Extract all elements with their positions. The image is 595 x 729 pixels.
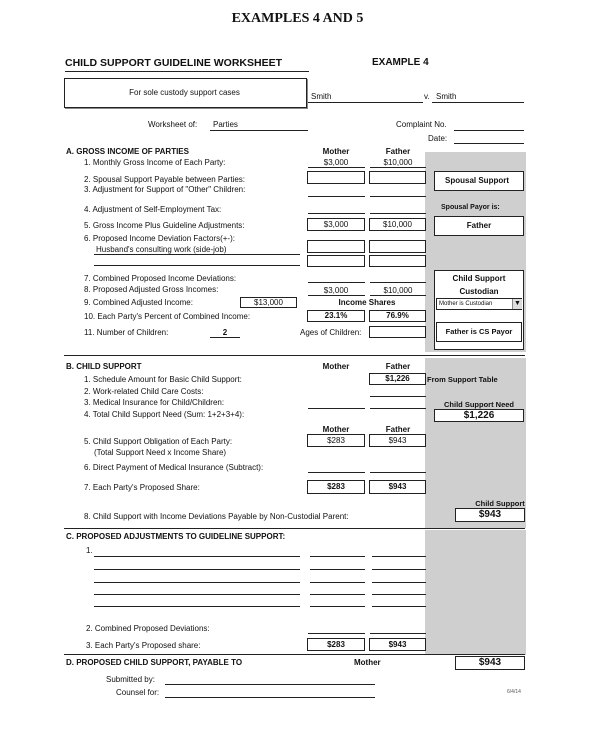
spousal-payor-label: Spousal Payor is:: [441, 204, 500, 211]
section-a-divider: [64, 355, 525, 356]
spousal-support-box: Spousal Support: [434, 171, 524, 191]
sole-custody-label: For sole custody support cases: [129, 88, 240, 97]
a-line6-detail-line: [94, 254, 300, 255]
a-line2-father-input[interactable]: [369, 171, 426, 184]
c-row5-text: [94, 606, 300, 607]
worksheet-title: CHILD SUPPORT GUIDELINE WORKSHEET: [65, 57, 283, 69]
a-line4-mother-line: [308, 213, 365, 214]
a-line8-father-line: [370, 295, 426, 296]
b-line4-label: 4. Total Child Support Need (Sum: 1+2+3+4):: [84, 410, 245, 419]
section-a-title: A. GROSS INCOME OF PARTIES: [66, 147, 189, 156]
a-line8-mother: $3,000: [323, 286, 349, 295]
col-father-b2: Father: [385, 425, 411, 434]
a-line11-value: 2: [222, 328, 228, 337]
c-line2-father-line: [370, 633, 426, 634]
b-line3-mother-line: [308, 408, 365, 409]
c-row2-mother: [310, 569, 365, 570]
a-line6-label: 6. Proposed Income Deviation Factors(+-):: [84, 234, 235, 243]
chevron-down-icon[interactable]: ▼: [512, 299, 522, 309]
a-line7-label: 7. Combined Proposed Income Deviations:: [84, 274, 237, 283]
a-line8-mother-line: [308, 295, 365, 296]
a-line2-label: 2. Spousal Support Payable between Parties:: [84, 175, 245, 184]
b-line5-sub: (Total Support Need x Income Share): [94, 448, 227, 457]
a-line3-label: 3. Adjustment for Support of "Other" Children:: [84, 185, 246, 194]
worksheet-of-value: Parties: [213, 120, 238, 129]
col-father-b: Father: [385, 362, 411, 371]
cs-value: $943: [455, 508, 525, 522]
c-row2-text: [94, 569, 300, 570]
a-line11-line: [210, 337, 240, 338]
footer-code: 6/4/14: [507, 689, 521, 695]
b-line6-mother-line: [308, 472, 365, 473]
cs-need-value: $1,226: [434, 409, 524, 422]
v-label: v.: [424, 92, 430, 101]
b-line3-father-line: [370, 408, 426, 409]
c-line2-label: 2. Combined Proposed Deviations:: [86, 624, 210, 633]
b-line1-father: $1,226: [369, 373, 426, 385]
custodian-select[interactable]: [436, 298, 522, 310]
cs-need-label: Child Support Need: [444, 400, 514, 409]
c-row1-text: [94, 556, 300, 557]
a-line8-father: $10,000: [383, 286, 413, 295]
a-line7-father-line: [370, 282, 426, 283]
a-line5-label: 5. Gross Income Plus Guideline Adjustments:: [84, 221, 245, 230]
c-row1-father: [372, 556, 426, 557]
section-d-value: $943: [455, 656, 525, 670]
income-shares-label: Income Shares: [338, 298, 396, 307]
complaint-label: Complaint No.: [396, 120, 447, 129]
section-c-divider: [64, 654, 525, 655]
a-line1-mother-line: [308, 167, 365, 168]
a-line10-label: 10. Each Party's Percent of Combined Income:: [84, 312, 251, 321]
cs-label: Child Support: [475, 499, 525, 508]
b-line2-father-line: [370, 396, 426, 397]
cs-custodian-title2: Custodian: [459, 287, 499, 296]
c-row4-father: [372, 594, 426, 595]
c-row4-text: [94, 594, 300, 595]
plaintiff-line: [308, 102, 423, 103]
section-c-grey-panel: [425, 530, 526, 655]
section-d-title: D. PROPOSED CHILD SUPPORT, PAYABLE TO: [66, 658, 243, 667]
a-line6-mother-input[interactable]: [307, 240, 365, 253]
b-line5-father: $943: [369, 434, 426, 447]
a-line8-label: 8. Proposed Adjusted Gross Incomes:: [84, 285, 219, 294]
b-line1-label: 1. Schedule Amount for Basic Child Support:: [84, 375, 242, 384]
b-line2-label: 2. Work-related Child Care Costs:: [84, 387, 204, 396]
b-line5-label: 5. Child Support Obligation of Each Party:: [84, 437, 233, 446]
c-line3-mother: $283: [307, 638, 365, 651]
c-line3-label: 3. Each Party's Proposed share:: [86, 641, 201, 650]
b-line8-label: 8. Child Support with Income Deviations Payable by Non-Custodial Parent:: [84, 512, 349, 521]
a-line7-mother-line: [308, 282, 365, 283]
c-line3-father: $943: [369, 638, 426, 651]
c-row3-mother: [310, 582, 365, 583]
worksheet-of-line: [210, 130, 308, 131]
a-line5-mother: $3,000: [307, 218, 365, 231]
submitted-by-label: Submitted by:: [106, 675, 155, 684]
title-underline: [65, 71, 309, 72]
section-c-title: C. PROPOSED ADJUSTMENTS TO GUIDELINE SUPPORT:: [66, 532, 286, 541]
c-row5-father: [372, 606, 426, 607]
cs-custodian-title1: Child Support: [452, 274, 506, 283]
worksheet-of-label: Worksheet of:: [148, 120, 198, 129]
col-mother-b2: Mother: [322, 425, 350, 434]
c-row1-mother: [310, 556, 365, 557]
a-line6b-mother-input[interactable]: [307, 255, 365, 267]
cs-payor-box: Father is CS Payor: [436, 322, 522, 342]
a-line9-label: 9. Combined Adjusted Income:: [84, 298, 193, 307]
date-line: [454, 143, 524, 144]
counsel-for-line: [165, 697, 375, 698]
examples-title: EXAMPLES 4 AND 5: [231, 11, 364, 26]
a-line1-label: 1. Monthly Gross Income of Each Party:: [84, 158, 226, 167]
custodian-select-label: Mother is Custodian: [439, 301, 493, 307]
ages-label: Ages of Children:: [300, 328, 362, 337]
submitted-by-line: [165, 684, 375, 685]
a-line3-mother-line: [308, 196, 365, 197]
ages-input[interactable]: [369, 326, 426, 338]
c-row3-father: [372, 582, 426, 583]
a-line4-label: 4. Adjustment of Self-Employment Tax:: [84, 205, 222, 214]
a-line2-mother-input[interactable]: [307, 171, 365, 184]
counsel-for-label: Counsel for:: [116, 688, 160, 697]
plaintiff-name: Smith: [311, 92, 332, 101]
b-line3-label: 3. Medical Insurance for Child/Children:: [84, 398, 225, 407]
a-line11-label: 11. Number of Children:: [84, 328, 169, 337]
complaint-line: [454, 130, 524, 131]
defendant-name: Smith: [436, 92, 457, 101]
a-line6-blank-line: [94, 265, 300, 266]
example-label: EXAMPLE 4: [372, 57, 429, 68]
c-line2-mother-line: [308, 633, 365, 634]
date-label: Date:: [428, 134, 448, 143]
b-line6-label: 6. Direct Payment of Medical Insurance (Subtract):: [84, 463, 264, 472]
from-support-table: From Support Table: [427, 375, 498, 384]
c-row2-father: [372, 569, 426, 570]
col-mother-b: Mother: [322, 362, 350, 371]
b-line6-father-line: [370, 472, 426, 473]
col-father-a: Father: [385, 147, 411, 156]
b-line7-mother: $283: [307, 480, 365, 494]
defendant-line: [432, 102, 524, 103]
c-row5-mother: [310, 606, 365, 607]
b-line7-father: $943: [369, 480, 426, 494]
b-line5-mother: $283: [307, 434, 365, 447]
a-line6-father-input[interactable]: [369, 240, 426, 253]
a-line5-father: $10,000: [369, 218, 426, 231]
section-d-payee: Mother: [354, 658, 381, 667]
b-line7-label: 7. Each Party's Proposed Share:: [84, 483, 200, 492]
c-line1-label: 1.: [86, 546, 93, 555]
a-line6-detail: Husband's consulting work (side-job): [96, 245, 227, 254]
a-line10-father: 76.9%: [369, 310, 426, 322]
col-mother-a: Mother: [322, 147, 350, 156]
a-line3-father-line: [370, 196, 426, 197]
a-line6b-father-input[interactable]: [369, 255, 426, 267]
c-row4-mother: [310, 594, 365, 595]
a-line10-mother: 23.1%: [307, 310, 365, 322]
a-line9-value: $13,000: [240, 297, 297, 308]
section-b-divider: [64, 528, 525, 529]
a-line4-father-line: [370, 213, 426, 214]
a-line1-mother: $3,000: [323, 158, 349, 167]
spousal-payor-value[interactable]: Father: [434, 216, 524, 236]
c-row3-text: [94, 582, 300, 583]
a-line1-father-line: [370, 167, 426, 168]
a-line1-father: $10,000: [383, 158, 413, 167]
section-b-title: B. CHILD SUPPORT: [66, 362, 142, 371]
